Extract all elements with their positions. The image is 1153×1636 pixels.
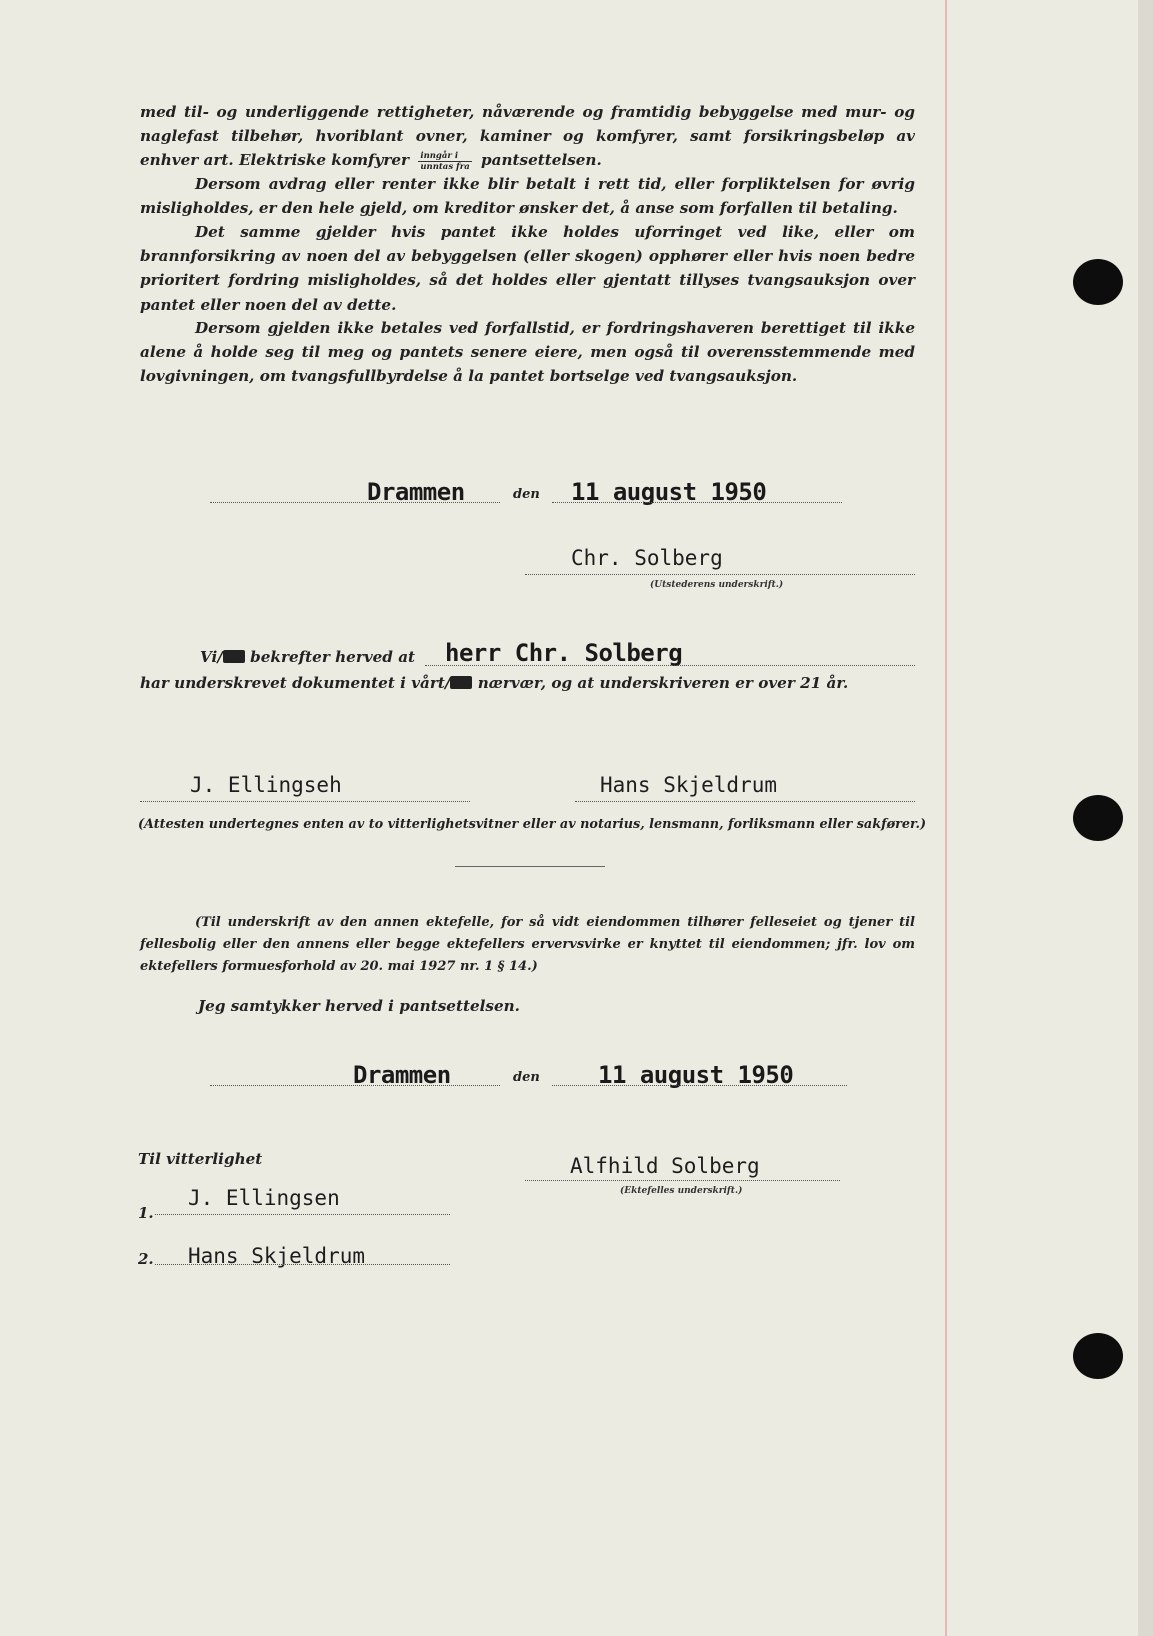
spouse-witness2-line xyxy=(155,1264,450,1265)
witness1-signature: J. Ellingseh xyxy=(190,773,342,797)
witness1-line xyxy=(140,801,470,802)
clause-text: med til- og underliggende rettigheter, nåværende og framtidig bebyggelse med mur- og naglefast tilbehør, hvoriblant ovner, kaminer og komfyrer, samt forsikringsbeløp av enhver art. Elektriske komfyrer xyxy=(140,103,915,170)
spouse-den-label: den xyxy=(513,1070,540,1085)
page-edge xyxy=(1138,0,1153,1636)
struck-text xyxy=(223,650,245,663)
witness-number-1: 1. xyxy=(138,1204,154,1222)
attestation-line2 xyxy=(140,674,848,692)
punch-hole-top xyxy=(1073,259,1123,305)
issuer-signature-caption: (Utstederens underskrift.) xyxy=(650,580,784,590)
struck-text xyxy=(450,676,472,689)
spouse-signature-caption: (Ektefelles underskrift.) xyxy=(620,1186,743,1196)
attestation-note: (Attesten undertegnes enten av to vitterlighetsvitner eller av notarius, lensmann, forliksmann eller sakfører.) xyxy=(138,817,927,832)
spouse-place-line xyxy=(210,1085,500,1086)
spouse-signing-place: Drammen xyxy=(353,1061,451,1089)
spouse-signature-line xyxy=(525,1180,840,1181)
punch-hole-bottom xyxy=(1073,1333,1123,1379)
vi-label: Vi/ xyxy=(200,648,223,666)
attested-person-line xyxy=(425,665,915,666)
fraction-denominator: unntas fra xyxy=(420,161,470,172)
issuer-signature-line xyxy=(525,574,915,575)
clause-property-rights xyxy=(140,100,915,173)
attestation-text: nærvær, og at underskriveren er over 21 år. xyxy=(477,674,849,692)
confirm-label: bekrefter herved at xyxy=(250,648,416,666)
den-label: den xyxy=(513,487,540,502)
witness2-signature: Hans Skjeldrum xyxy=(600,773,778,797)
date-line xyxy=(552,502,842,503)
clause-default: Dersom avdrag eller renter ikke blir betalt i rett tid, eller forpliktelsen for øvrig misligholdes, er den hele gjeld, om kreditor ønsker det, å anse som forfallen til betaling. xyxy=(140,175,915,218)
spouse-consent: Jeg samtykker herved i pantsettelsen. xyxy=(198,997,520,1015)
spouse-date-line xyxy=(552,1085,847,1086)
attestation-text: har underskrevet dokumentet i vårt/ xyxy=(140,674,451,692)
spouse-witness2-signature: Hans Skjeldrum xyxy=(188,1244,366,1268)
clause-maintenance: Det samme gjelder hvis pantet ikke holdes uforringet ved like, eller om brannforsikring av noen del av bebyggelsen (eller skogen) opphører eller hvis noen bedre prioritert fordring misligholdes, så det holdes eller gjentatt tillyses tvangsauksjon over pantet eller noen del av dette. xyxy=(140,223,915,314)
witness2-line xyxy=(575,801,915,802)
attestation-line1 xyxy=(200,648,415,666)
clause-enforcement: Dersom gjelden ikke betales ved forfallstid, er fordringshaveren berettiget til ikke alene å holde seg til meg og pantets senere eiere, men også til overensstemmende med lovgivningen, om tvangsfullbyrdelse å la pantet bortselge ved tvangsauksjon. xyxy=(140,319,915,386)
spouse-signing-date: 11 august 1950 xyxy=(598,1061,794,1089)
spouse-witness1-signature: J. Ellingsen xyxy=(188,1186,340,1210)
clause-text: pantsettelsen. xyxy=(481,151,602,170)
place-line xyxy=(210,502,500,503)
fraction-choice xyxy=(418,151,471,172)
spouse-witness1-line xyxy=(155,1214,450,1215)
margin-rule xyxy=(945,0,947,1636)
signing-date: 11 august 1950 xyxy=(571,478,767,506)
witness-number-2: 2. xyxy=(138,1250,154,1268)
fraction-numerator: inngår i xyxy=(418,151,471,162)
spouse-signature: Alfhild Solberg xyxy=(570,1154,760,1178)
section-divider xyxy=(455,866,605,867)
spouse-note: (Til underskrift av den annen ektefelle, for så vidt eiendommen tilhører felleseiet og tjener til fellesbolig eller den annens eller begge ektefellers ervervsvirke er knyttet til eiendommen; jfr. lov om ektefellers formuesforhold av 20. mai 1927 nr. 1 § 14.) xyxy=(140,915,915,974)
issuer-signature: Chr. Solberg xyxy=(571,546,723,570)
signing-place: Drammen xyxy=(367,478,465,506)
attested-person: herr Chr. Solberg xyxy=(445,639,683,667)
punch-hole-middle xyxy=(1073,795,1123,841)
til-vitterlighet-label: Til vitterlighet xyxy=(138,1150,263,1168)
